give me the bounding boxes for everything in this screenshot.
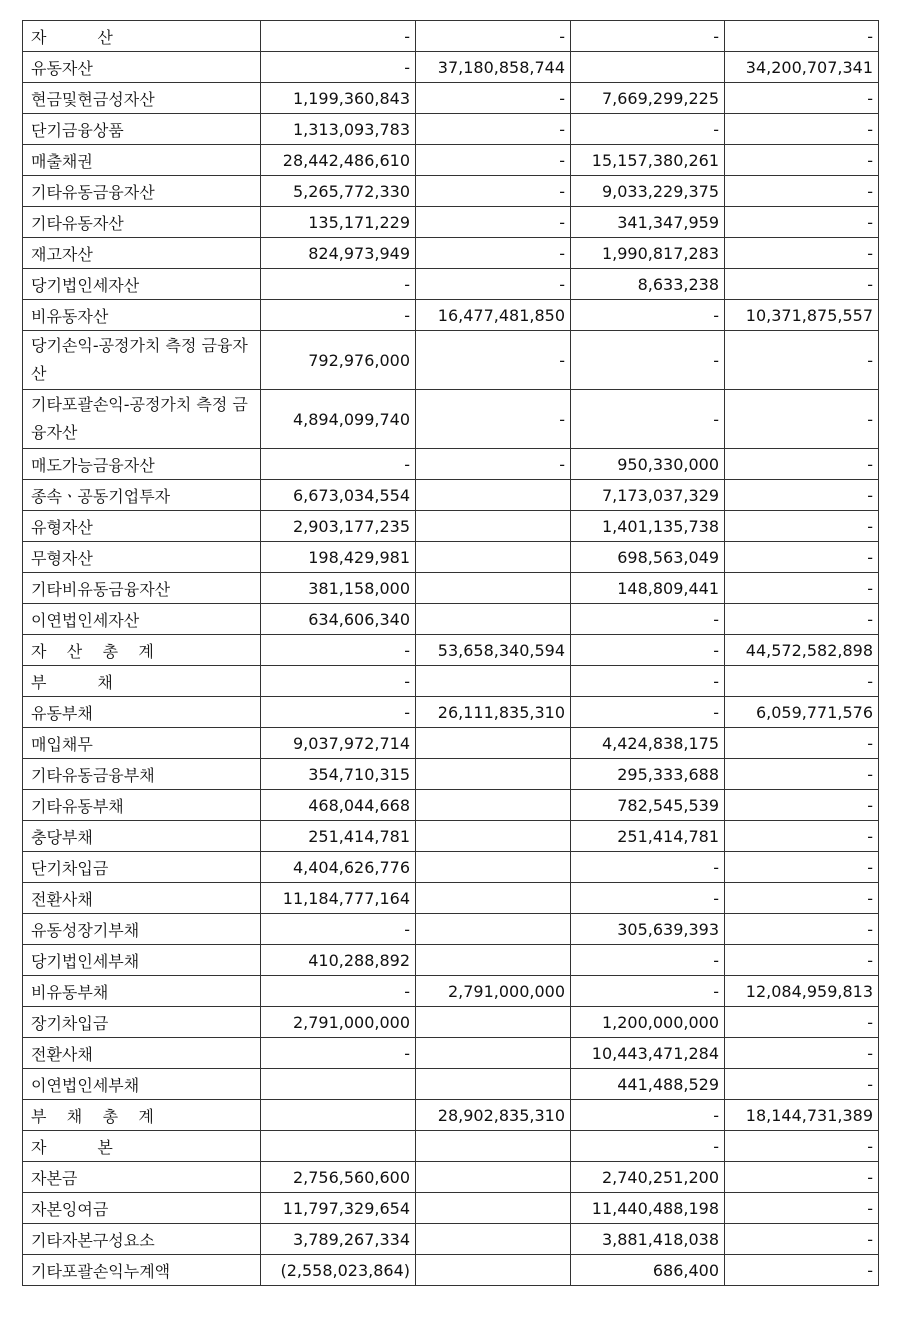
amount-cell-col2 [416, 1224, 571, 1255]
row-label: 기타유동금융자산 [23, 176, 261, 207]
table-row [23, 449, 879, 480]
table-row [23, 207, 879, 238]
amount-cell-col3: 11,440,488,198 [571, 1193, 725, 1224]
amount-cell-col4: - [725, 759, 879, 790]
row-label: 기타유동부채 [23, 790, 261, 821]
amount-cell-col4: - [725, 1193, 879, 1224]
table-row [23, 821, 879, 852]
amount-cell-col4: - [725, 821, 879, 852]
amount-cell-col4: - [725, 269, 879, 300]
amount-cell-col1: 9,037,972,714 [261, 728, 416, 759]
table-row [23, 883, 879, 914]
amount-cell-col3: - [571, 390, 725, 449]
row-label: 부 채 총 계 [23, 1100, 261, 1131]
amount-cell-col2: - [416, 449, 571, 480]
amount-cell-col2: 28,902,835,310 [416, 1100, 571, 1131]
amount-cell-col1: - [261, 300, 416, 331]
row-label: 자 산 [23, 21, 261, 52]
amount-cell-col3: 4,424,838,175 [571, 728, 725, 759]
table-row [23, 852, 879, 883]
row-label: 매도가능금융자산 [23, 449, 261, 480]
amount-cell-col3: 1,401,135,738 [571, 511, 725, 542]
amount-cell-col3: 7,669,299,225 [571, 83, 725, 114]
amount-cell-col1: - [261, 635, 416, 666]
table-row [23, 1224, 879, 1255]
row-label: 기타비유동금융자산 [23, 573, 261, 604]
row-label: 충당부채 [23, 821, 261, 852]
row-label: 당기손익-공정가치 측정 금융자산 [23, 331, 261, 390]
amount-cell-col2 [416, 759, 571, 790]
amount-cell-col4: - [725, 390, 879, 449]
amount-cell-col2 [416, 573, 571, 604]
amount-cell-col4: - [725, 176, 879, 207]
amount-cell-col2 [416, 914, 571, 945]
row-label: 기타유동자산 [23, 207, 261, 238]
row-label: 단기금융상품 [23, 114, 261, 145]
amount-cell-col1: - [261, 914, 416, 945]
amount-cell-col4: - [725, 573, 879, 604]
amount-cell-col1: - [261, 1038, 416, 1069]
amount-cell-col1 [261, 1100, 416, 1131]
amount-cell-col2 [416, 1255, 571, 1286]
row-label: 당기법인세자산 [23, 269, 261, 300]
amount-cell-col3: 698,563,049 [571, 542, 725, 573]
row-label: 유형자산 [23, 511, 261, 542]
table-row [23, 542, 879, 573]
amount-cell-col3: 341,347,959 [571, 207, 725, 238]
amount-cell-col4: - [725, 1007, 879, 1038]
row-label: 비유동자산 [23, 300, 261, 331]
row-label: 자본잉여금 [23, 1193, 261, 1224]
table-row [23, 1255, 879, 1286]
amount-cell-col3: 295,333,688 [571, 759, 725, 790]
table-row [23, 1007, 879, 1038]
amount-cell-col2: - [416, 207, 571, 238]
amount-cell-col2 [416, 480, 571, 511]
table-row [23, 331, 879, 390]
table-row [23, 728, 879, 759]
table-row [23, 759, 879, 790]
table-row [23, 176, 879, 207]
amount-cell-col1: 1,313,093,783 [261, 114, 416, 145]
row-label: 자 산 총 계 [23, 635, 261, 666]
amount-cell-col1 [261, 1131, 416, 1162]
table-row [23, 604, 879, 635]
amount-cell-col4: - [725, 207, 879, 238]
row-label: 종속ㆍ공동기업투자 [23, 480, 261, 511]
amount-cell-col3: - [571, 883, 725, 914]
row-label: 자 본 [23, 1131, 261, 1162]
table-row [23, 573, 879, 604]
amount-cell-col4: 34,200,707,341 [725, 52, 879, 83]
amount-cell-col4: - [725, 238, 879, 269]
amount-cell-col2 [416, 666, 571, 697]
table-row [23, 390, 879, 449]
amount-cell-col4: - [725, 666, 879, 697]
amount-cell-col1: 2,756,560,600 [261, 1162, 416, 1193]
amount-cell-col1: - [261, 21, 416, 52]
amount-cell-col4: - [725, 21, 879, 52]
amount-cell-col4: - [725, 331, 879, 390]
amount-cell-col2 [416, 604, 571, 635]
amount-cell-col3: - [571, 697, 725, 728]
amount-cell-col3: - [571, 21, 725, 52]
amount-cell-col3: - [571, 604, 725, 635]
row-label: 자본금 [23, 1162, 261, 1193]
amount-cell-col4: - [725, 1069, 879, 1100]
row-label: 기타포괄손익-공정가치 측정 금융자산 [23, 390, 261, 449]
table-row [23, 914, 879, 945]
amount-cell-col3: - [571, 331, 725, 390]
amount-cell-col3: 3,881,418,038 [571, 1224, 725, 1255]
amount-cell-col2: - [416, 83, 571, 114]
row-label: 기타유동금융부채 [23, 759, 261, 790]
row-label: 무형자산 [23, 542, 261, 573]
amount-cell-col2: - [416, 176, 571, 207]
amount-cell-col1: 4,404,626,776 [261, 852, 416, 883]
row-label: 전환사채 [23, 1038, 261, 1069]
table-row [23, 697, 879, 728]
amount-cell-col1: 6,673,034,554 [261, 480, 416, 511]
amount-cell-col3: - [571, 976, 725, 1007]
amount-cell-col4: - [725, 145, 879, 176]
amount-cell-col2 [416, 821, 571, 852]
amount-cell-col1: 2,903,177,235 [261, 511, 416, 542]
amount-cell-col2: - [416, 145, 571, 176]
amount-cell-col4: - [725, 1255, 879, 1286]
amount-cell-col3: 148,809,441 [571, 573, 725, 604]
amount-cell-col4: - [725, 1131, 879, 1162]
amount-cell-col1: - [261, 449, 416, 480]
balance-sheet-body [23, 21, 879, 1286]
amount-cell-col2 [416, 790, 571, 821]
amount-cell-col2 [416, 1007, 571, 1038]
row-label: 이연법인세자산 [23, 604, 261, 635]
amount-cell-col4: 18,144,731,389 [725, 1100, 879, 1131]
row-label: 전환사채 [23, 883, 261, 914]
amount-cell-col2 [416, 883, 571, 914]
table-row [23, 1131, 879, 1162]
amount-cell-col2: 16,477,481,850 [416, 300, 571, 331]
amount-cell-col3: - [571, 666, 725, 697]
amount-cell-col3: 441,488,529 [571, 1069, 725, 1100]
amount-cell-col4: - [725, 945, 879, 976]
amount-cell-col1: 3,789,267,334 [261, 1224, 416, 1255]
amount-cell-col1: - [261, 269, 416, 300]
amount-cell-col3: 15,157,380,261 [571, 145, 725, 176]
amount-cell-col2 [416, 1038, 571, 1069]
row-label: 유동자산 [23, 52, 261, 83]
row-label: 당기법인세부채 [23, 945, 261, 976]
row-label: 현금및현금성자산 [23, 83, 261, 114]
amount-cell-col3: - [571, 300, 725, 331]
amount-cell-col2 [416, 542, 571, 573]
amount-cell-col3: 9,033,229,375 [571, 176, 725, 207]
amount-cell-col2: 37,180,858,744 [416, 52, 571, 83]
amount-cell-col3: - [571, 945, 725, 976]
amount-cell-col3: 251,414,781 [571, 821, 725, 852]
row-label: 기타포괄손익누계액 [23, 1255, 261, 1286]
amount-cell-col4: - [725, 114, 879, 145]
row-label: 단기차입금 [23, 852, 261, 883]
amount-cell-col4: - [725, 1224, 879, 1255]
amount-cell-col1: 468,044,668 [261, 790, 416, 821]
amount-cell-col1: 1,199,360,843 [261, 83, 416, 114]
amount-cell-col3: - [571, 114, 725, 145]
table-row [23, 83, 879, 114]
amount-cell-col1: 2,791,000,000 [261, 1007, 416, 1038]
amount-cell-col1: - [261, 666, 416, 697]
amount-cell-col1: 28,442,486,610 [261, 145, 416, 176]
amount-cell-col2: 2,791,000,000 [416, 976, 571, 1007]
amount-cell-col1: 381,158,000 [261, 573, 416, 604]
amount-cell-col3: 7,173,037,329 [571, 480, 725, 511]
amount-cell-col4: - [725, 790, 879, 821]
amount-cell-col3: 1,200,000,000 [571, 1007, 725, 1038]
row-label: 유동성장기부채 [23, 914, 261, 945]
row-label: 재고자산 [23, 238, 261, 269]
table-row [23, 790, 879, 821]
amount-cell-col4: - [725, 914, 879, 945]
amount-cell-col1: 251,414,781 [261, 821, 416, 852]
amount-cell-col1 [261, 1069, 416, 1100]
amount-cell-col4: 12,084,959,813 [725, 976, 879, 1007]
table-row [23, 635, 879, 666]
amount-cell-col3: 10,443,471,284 [571, 1038, 725, 1069]
amount-cell-col2: - [416, 331, 571, 390]
row-label: 매입채무 [23, 728, 261, 759]
amount-cell-col4: 44,572,582,898 [725, 635, 879, 666]
amount-cell-col1: 198,429,981 [261, 542, 416, 573]
amount-cell-col4: - [725, 1038, 879, 1069]
amount-cell-col1: - [261, 976, 416, 1007]
table-row [23, 145, 879, 176]
table-row [23, 976, 879, 1007]
amount-cell-col3: - [571, 852, 725, 883]
amount-cell-col2 [416, 728, 571, 759]
table-row [23, 1162, 879, 1193]
amount-cell-col3: 686,400 [571, 1255, 725, 1286]
amount-cell-col3: 1,990,817,283 [571, 238, 725, 269]
amount-cell-col1: 410,288,892 [261, 945, 416, 976]
table-row [23, 666, 879, 697]
amount-cell-col4: 10,371,875,557 [725, 300, 879, 331]
amount-cell-col3: - [571, 635, 725, 666]
amount-cell-col3 [571, 52, 725, 83]
amount-cell-col2: - [416, 21, 571, 52]
amount-cell-col2 [416, 945, 571, 976]
amount-cell-col1: - [261, 52, 416, 83]
amount-cell-col2: - [416, 390, 571, 449]
amount-cell-col1: 11,797,329,654 [261, 1193, 416, 1224]
amount-cell-col4: - [725, 883, 879, 914]
table-row [23, 1100, 879, 1131]
amount-cell-col4: - [725, 83, 879, 114]
amount-cell-col1: 135,171,229 [261, 207, 416, 238]
amount-cell-col4: - [725, 480, 879, 511]
amount-cell-col4: - [725, 728, 879, 759]
amount-cell-col2 [416, 1162, 571, 1193]
amount-cell-col2 [416, 1131, 571, 1162]
amount-cell-col3: 2,740,251,200 [571, 1162, 725, 1193]
table-row [23, 1038, 879, 1069]
amount-cell-col4: - [725, 604, 879, 635]
row-label: 장기차입금 [23, 1007, 261, 1038]
amount-cell-col4: 6,059,771,576 [725, 697, 879, 728]
amount-cell-col2: 26,111,835,310 [416, 697, 571, 728]
table-row [23, 945, 879, 976]
amount-cell-col1: 792,976,000 [261, 331, 416, 390]
amount-cell-col4: - [725, 1162, 879, 1193]
table-row [23, 1069, 879, 1100]
table-row [23, 269, 879, 300]
amount-cell-col3: - [571, 1100, 725, 1131]
amount-cell-col2 [416, 852, 571, 883]
row-label: 유동부채 [23, 697, 261, 728]
table-row [23, 21, 879, 52]
amount-cell-col3: - [571, 1131, 725, 1162]
table-row [23, 1193, 879, 1224]
table-row [23, 114, 879, 145]
amount-cell-col4: - [725, 511, 879, 542]
row-label: 비유동부채 [23, 976, 261, 1007]
amount-cell-col2 [416, 511, 571, 542]
amount-cell-col2 [416, 1069, 571, 1100]
amount-cell-col4: - [725, 852, 879, 883]
table-row [23, 480, 879, 511]
amount-cell-col3: 782,545,539 [571, 790, 725, 821]
table-row [23, 238, 879, 269]
row-label: 기타자본구성요소 [23, 1224, 261, 1255]
amount-cell-col3: 305,639,393 [571, 914, 725, 945]
amount-cell-col4: - [725, 449, 879, 480]
amount-cell-col2: - [416, 114, 571, 145]
amount-cell-col3: 950,330,000 [571, 449, 725, 480]
amount-cell-col2: 53,658,340,594 [416, 635, 571, 666]
amount-cell-col1: 11,184,777,164 [261, 883, 416, 914]
row-label: 이연법인세부채 [23, 1069, 261, 1100]
amount-cell-col2 [416, 1193, 571, 1224]
amount-cell-col1: 824,973,949 [261, 238, 416, 269]
table-row [23, 511, 879, 542]
row-label: 부 채 [23, 666, 261, 697]
amount-cell-col1: 634,606,340 [261, 604, 416, 635]
row-label: 매출채권 [23, 145, 261, 176]
table-row [23, 300, 879, 331]
table-row [23, 52, 879, 83]
amount-cell-col4: - [725, 542, 879, 573]
amount-cell-col1: 354,710,315 [261, 759, 416, 790]
amount-cell-col2: - [416, 238, 571, 269]
amount-cell-col1: 5,265,772,330 [261, 176, 416, 207]
amount-cell-col1: 4,894,099,740 [261, 390, 416, 449]
balance-sheet-table [22, 20, 879, 1286]
amount-cell-col2: - [416, 269, 571, 300]
amount-cell-col1: (2,558,023,864) [261, 1255, 416, 1286]
amount-cell-col1: - [261, 697, 416, 728]
amount-cell-col3: 8,633,238 [571, 269, 725, 300]
